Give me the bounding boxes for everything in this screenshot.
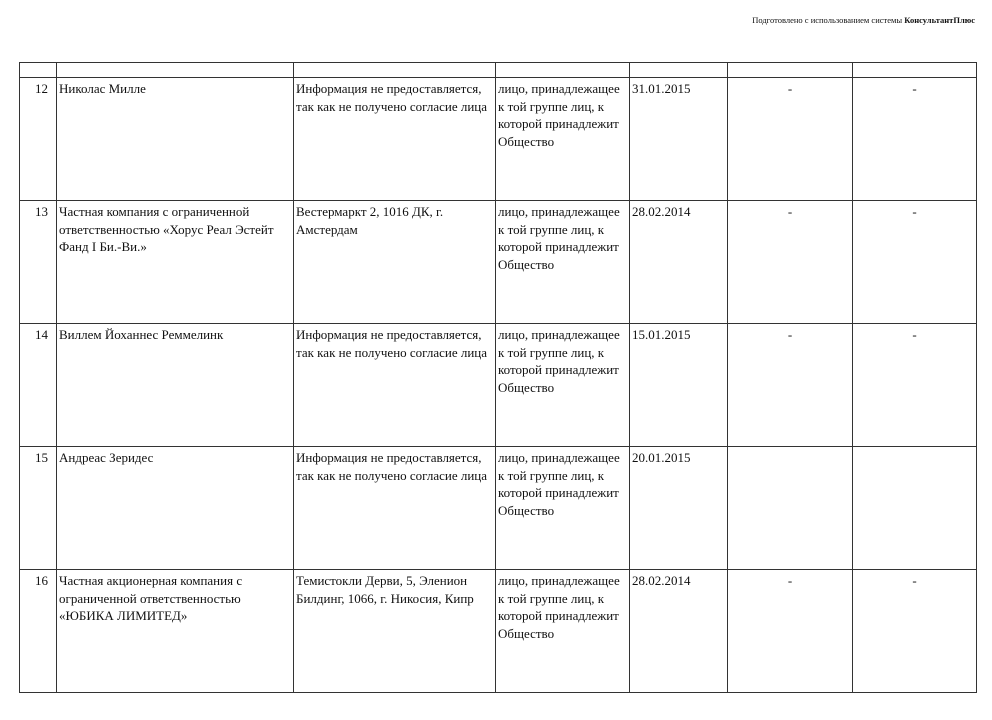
- prepared-with-note: [752, 15, 975, 25]
- person-address: Вестермаркт 2, 1016 ДК, г. Амстердам: [294, 201, 496, 324]
- blank-cell: [630, 63, 728, 78]
- share-of-stock: -: [853, 78, 977, 201]
- blank-cell: [728, 63, 853, 78]
- affiliation-basis: лицо, принадлежащее к той группе лиц, к которой принадлежит Общество: [496, 324, 630, 447]
- person-address: Информация не предоставляется, так как не получено согласие лица: [294, 324, 496, 447]
- affiliated-persons-table: [19, 62, 977, 693]
- row-number: 13: [20, 201, 57, 324]
- person-name: Виллем Йоханнес Реммелинк: [57, 324, 294, 447]
- affiliation-basis: лицо, принадлежащее к той группе лиц, к которой принадлежит Общество: [496, 201, 630, 324]
- blank-cell: [57, 63, 294, 78]
- share-in-capital: -: [728, 201, 853, 324]
- person-name: Частная акционерная компания с ограниченной ответственностью «ЮБИКА ЛИМИТЕД»: [57, 570, 294, 693]
- prepared-with-prefix: Подготовлено с использованием системы: [752, 15, 903, 25]
- blank-cell: [853, 63, 977, 78]
- row-number: 16: [20, 570, 57, 693]
- person-name: Николас Милле: [57, 78, 294, 201]
- consultant-plus-brand: КонсультантПлюс: [904, 15, 975, 25]
- affiliation-basis: лицо, принадлежащее к той группе лиц, к которой принадлежит Общество: [496, 78, 630, 201]
- share-of-stock: -: [853, 324, 977, 447]
- share-of-stock: -: [853, 201, 977, 324]
- share-in-capital: [728, 447, 853, 570]
- person-name: Андреас Зеридес: [57, 447, 294, 570]
- affiliation-basis: лицо, принадлежащее к той группе лиц, к которой принадлежит Общество: [496, 570, 630, 693]
- table-row: [20, 201, 977, 324]
- basis-date: 28.02.2014: [630, 570, 728, 693]
- share-in-capital: -: [728, 570, 853, 693]
- person-address: Информация не предоставляется, так как не получено согласие лица: [294, 78, 496, 201]
- row-number: 14: [20, 324, 57, 447]
- person-address: Темистокли Дерви, 5, Эленион Билдинг, 1066, г. Никосия, Кипр: [294, 570, 496, 693]
- affiliation-basis: лицо, принадлежащее к той группе лиц, к которой принадлежит Общество: [496, 447, 630, 570]
- share-of-stock: [853, 447, 977, 570]
- blank-cell: [496, 63, 630, 78]
- person-name: Частная компания с ограниченной ответственностью «Хорус Реал Эстейт Фанд I Би.-Ви.»: [57, 201, 294, 324]
- basis-date: 20.01.2015: [630, 447, 728, 570]
- table-row: [20, 570, 977, 693]
- blank-cell: [20, 63, 57, 78]
- basis-date: 28.02.2014: [630, 201, 728, 324]
- table-continuation-row: [20, 63, 977, 78]
- person-address: Информация не предоставляется, так как не получено согласие лица: [294, 447, 496, 570]
- blank-cell: [294, 63, 496, 78]
- share-in-capital: -: [728, 78, 853, 201]
- table-row: [20, 447, 977, 570]
- share-in-capital: -: [728, 324, 853, 447]
- basis-date: 31.01.2015: [630, 78, 728, 201]
- share-of-stock: -: [853, 570, 977, 693]
- table-row: [20, 78, 977, 201]
- row-number: 15: [20, 447, 57, 570]
- basis-date: 15.01.2015: [630, 324, 728, 447]
- row-number: 12: [20, 78, 57, 201]
- table-row: [20, 324, 977, 447]
